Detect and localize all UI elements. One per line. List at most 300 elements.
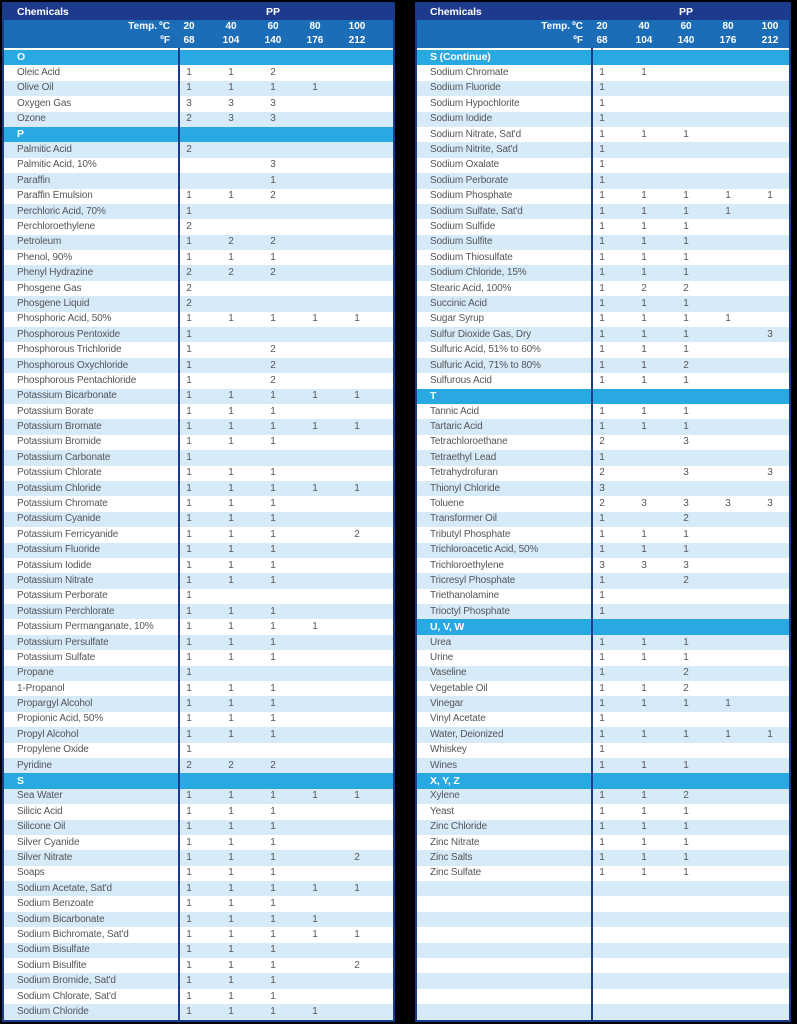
rating-cell: 1 <box>641 421 647 433</box>
rating-values <box>168 481 378 496</box>
table-header-left <box>4 4 393 20</box>
rating-cell: 1 <box>599 159 605 171</box>
rating-cell: 1 <box>641 852 647 863</box>
table-row <box>4 666 393 681</box>
rating-cell: 2 <box>354 959 360 971</box>
table-row <box>417 850 789 865</box>
section-label: S <box>17 774 24 787</box>
rating-cell: 1 <box>270 698 276 710</box>
rating-cell: 1 <box>186 190 192 202</box>
rating-cell: 1 <box>186 359 192 371</box>
rating-cell: 2 <box>228 759 234 771</box>
table-row <box>4 573 393 588</box>
chemical-name: Potassium Cyanide <box>17 513 101 525</box>
rating-cell: 1 <box>312 421 318 433</box>
rating-cell: 1 <box>683 267 689 279</box>
rating-cell: 1 <box>683 651 689 663</box>
chemical-name: Perchloric Acid, 70% <box>17 205 106 217</box>
rating-cell: 1 <box>186 728 192 740</box>
table-row <box>4 850 393 865</box>
chemical-name: Trichloroethylene <box>430 559 504 571</box>
rating-cell: 2 <box>599 436 605 448</box>
rating-cell: 1 <box>270 790 276 802</box>
rating-values <box>168 189 378 204</box>
rating-cell: 1 <box>599 805 605 817</box>
rating-cell: 1 <box>641 236 647 248</box>
rating-values <box>168 327 378 342</box>
chemical-name: Vaseline <box>430 667 467 679</box>
rating-cell: 1 <box>641 636 647 648</box>
table-row <box>417 235 789 250</box>
rating-cell: 2 <box>641 282 647 294</box>
table-row <box>417 466 789 481</box>
rating-values <box>581 189 791 204</box>
chemical-name: Wines <box>430 759 458 771</box>
rating-cell: 1 <box>683 236 689 248</box>
rating-cell: 2 <box>270 236 276 248</box>
chemical-name: Paraffin <box>17 174 51 186</box>
rating-cell: 1 <box>186 944 192 956</box>
chemical-name: Phosphorous Pentachloride <box>17 374 137 386</box>
rating-cell: 1 <box>270 913 276 925</box>
chemical-name: Tannic Acid <box>430 405 479 417</box>
rating-cell: 1 <box>599 513 605 525</box>
rating-cell: 1 <box>599 144 605 156</box>
rating-cell: 1 <box>725 313 731 325</box>
rating-cell: 3 <box>641 498 647 510</box>
rating-cell: 1 <box>270 713 276 725</box>
rating-cell: 1 <box>270 728 276 740</box>
rating-cell: 1 <box>312 790 318 802</box>
rating-cell: 1 <box>599 297 605 309</box>
rating-values <box>168 589 378 604</box>
rating-cell: 1 <box>186 374 192 386</box>
rating-cell: 2 <box>270 359 276 371</box>
rating-cell: 1 <box>228 513 234 525</box>
rating-cell: 1 <box>228 867 234 879</box>
rating-cell: 1 <box>186 513 192 525</box>
rating-cell: 1 <box>683 836 689 848</box>
rating-values <box>168 619 378 634</box>
chemical-name: Propylene Oxide <box>17 744 89 756</box>
table-row <box>4 681 393 696</box>
rating-cell: 1 <box>641 790 647 802</box>
rating-cell: 1 <box>228 698 234 710</box>
rating-cell: 1 <box>641 205 647 217</box>
rating-values <box>581 112 791 127</box>
table-row <box>4 81 393 96</box>
rating-cell: 1 <box>641 344 647 356</box>
table-row <box>4 696 393 711</box>
rating-values <box>168 404 378 419</box>
section-label: P <box>17 128 24 141</box>
rating-cell: 1 <box>683 852 689 863</box>
rating-cell: 1 <box>683 374 689 386</box>
rating-cell: 1 <box>270 821 276 833</box>
rating-cell: 1 <box>599 759 605 771</box>
rating-cell: 1 <box>599 698 605 710</box>
temp-tick: 140 <box>677 35 695 46</box>
chemical-name: Potassium Perborate <box>17 590 108 602</box>
table-row <box>4 296 393 311</box>
chemical-name: Tetrachloroethane <box>430 436 508 448</box>
rating-values <box>581 96 791 111</box>
rating-cell: 1 <box>186 451 192 463</box>
chemical-name: Sodium Sulfate, Sat'd <box>430 205 523 217</box>
rating-cell: 1 <box>354 882 360 894</box>
chemical-name: Whiskey <box>430 744 467 756</box>
chemical-name: Potassium Sulfate <box>17 651 96 663</box>
rating-cell: 1 <box>186 313 192 325</box>
section-header-row <box>4 50 393 65</box>
chemical-name: Potassium Fluoride <box>17 544 100 556</box>
table-row <box>4 404 393 419</box>
temp-tick: 20 <box>183 21 195 32</box>
rating-values <box>168 558 378 573</box>
rating-values <box>581 496 791 511</box>
rating-values <box>581 758 791 773</box>
rating-cell: 2 <box>354 528 360 540</box>
chemical-name: Sodium Chlorate, Sat'd <box>17 990 117 1002</box>
rating-cell: 1 <box>228 959 234 971</box>
section-label: T <box>430 390 437 403</box>
rating-cell: 1 <box>683 867 689 879</box>
empty-row <box>417 989 789 1004</box>
chemical-name: Phosgene Gas <box>17 282 82 294</box>
empty-row <box>417 973 789 988</box>
rating-values <box>168 496 378 511</box>
rating-values <box>581 358 791 373</box>
rating-cell: 1 <box>186 821 192 833</box>
rating-values <box>581 158 791 173</box>
chemical-name: Pyridine <box>17 759 52 771</box>
chemical-name: Paraffin Emulsion <box>17 190 93 202</box>
rating-cell: 1 <box>186 990 192 1002</box>
rating-cell: 1 <box>270 405 276 417</box>
section-label: O <box>17 51 26 64</box>
table-row <box>4 342 393 357</box>
rating-cell: 1 <box>228 190 234 202</box>
chemical-name: Potassium Bromate <box>17 421 102 433</box>
chemical-name: Potassium Chloride <box>17 482 102 494</box>
rating-cell: 1 <box>641 682 647 694</box>
rating-cell: 1 <box>599 67 605 79</box>
table-row <box>4 558 393 573</box>
chemical-name: Propionic Acid, 50% <box>17 713 104 725</box>
rating-cell: 1 <box>228 928 234 940</box>
table-row <box>417 96 789 111</box>
rating-values <box>168 142 378 157</box>
chemical-name: Silicone Oil <box>17 821 66 833</box>
table-row <box>417 342 789 357</box>
chemical-name: Sodium Phosphate <box>430 190 513 202</box>
rating-values <box>168 573 378 588</box>
empty-row <box>417 896 789 911</box>
rating-cell: 1 <box>683 190 689 202</box>
rating-cell: 1 <box>186 436 192 448</box>
chemical-name: Sodium Nitrate, Sat'd <box>430 128 522 140</box>
rating-cell: 3 <box>228 113 234 125</box>
table-row <box>417 512 789 527</box>
table-row <box>417 419 789 434</box>
rating-cell: 1 <box>599 405 605 417</box>
fahrenheit-symbol: ºF <box>573 35 583 46</box>
rating-values <box>168 373 378 388</box>
rating-values <box>581 173 791 188</box>
chemical-name: Triethanolamine <box>430 590 500 602</box>
chemical-name: Sodium Sulfide <box>430 220 496 232</box>
table-row <box>417 265 789 280</box>
rating-cell: 1 <box>228 67 234 79</box>
rating-cell: 1 <box>228 682 234 694</box>
rating-cell: 1 <box>641 190 647 202</box>
rating-cell: 3 <box>270 159 276 171</box>
table-row <box>4 727 393 742</box>
rating-values <box>581 727 791 742</box>
rating-cell: 1 <box>186 67 192 79</box>
rating-cell: 3 <box>767 498 773 510</box>
section-header-row <box>417 619 789 634</box>
rating-cell: 1 <box>354 421 360 433</box>
rating-values <box>581 866 791 881</box>
rating-values <box>168 1004 378 1019</box>
fahrenheit-row <box>417 34 789 48</box>
rating-cell: 1 <box>186 421 192 433</box>
temp-tick: 68 <box>596 35 608 46</box>
rating-cell: 1 <box>186 744 192 756</box>
table-row <box>417 558 789 573</box>
rating-cell: 1 <box>641 728 647 740</box>
rating-cell: 3 <box>683 436 689 448</box>
chemical-name: Vegetable Oil <box>430 682 488 694</box>
celsius-row <box>4 20 393 34</box>
rating-values <box>581 589 791 604</box>
table-row <box>417 327 789 342</box>
rating-cell: 2 <box>683 513 689 525</box>
rating-cell: 1 <box>683 344 689 356</box>
chemical-name: Potassium Nitrate <box>17 574 94 586</box>
rating-cell: 1 <box>228 882 234 894</box>
table-row <box>4 943 393 958</box>
rating-values <box>168 112 378 127</box>
table-row <box>4 373 393 388</box>
table-row <box>4 804 393 819</box>
rating-cell: 1 <box>599 836 605 848</box>
temp-label: Temp. <box>541 21 570 32</box>
table-body-left <box>4 48 393 1020</box>
rating-cell: 1 <box>186 405 192 417</box>
empty-row <box>417 881 789 896</box>
table-row <box>417 681 789 696</box>
rating-values <box>168 466 378 481</box>
rating-cell: 1 <box>186 390 192 402</box>
rating-values <box>168 235 378 250</box>
rating-values <box>581 342 791 357</box>
rating-cell: 1 <box>725 190 731 202</box>
rating-cell: 1 <box>599 113 605 125</box>
rating-cell: 3 <box>599 482 605 494</box>
rating-cell: 1 <box>599 190 605 202</box>
table-row <box>4 466 393 481</box>
rating-cell: 1 <box>641 805 647 817</box>
chemical-name: Oxygen Gas <box>17 97 72 109</box>
rating-cell: 1 <box>228 728 234 740</box>
table-row <box>4 219 393 234</box>
rating-values <box>168 204 378 219</box>
rating-values <box>168 219 378 234</box>
chemical-name: Water, Deionized <box>430 728 504 740</box>
rating-cell: 1 <box>228 836 234 848</box>
chemical-name: Zinc Nitrate <box>430 836 480 848</box>
rating-cell: 1 <box>599 590 605 602</box>
chemical-name: Phenol, 90% <box>17 251 73 263</box>
rating-values <box>168 727 378 742</box>
table-row <box>417 866 789 881</box>
chemical-name: Sodium Chromate <box>430 67 509 79</box>
chemical-name: Propane <box>17 667 54 679</box>
rating-cell: 1 <box>270 251 276 263</box>
rating-cell: 1 <box>186 251 192 263</box>
section-header-row <box>4 773 393 788</box>
table-row <box>417 250 789 265</box>
chemical-name: Tributyl Phosphate <box>430 528 511 540</box>
rating-cell: 1 <box>354 928 360 940</box>
rating-values <box>581 820 791 835</box>
rating-cell: 1 <box>599 174 605 186</box>
rating-cell: 1 <box>186 1005 192 1017</box>
table-row <box>417 696 789 711</box>
rating-values <box>168 543 378 558</box>
rating-values <box>168 158 378 173</box>
rating-cell: 1 <box>641 836 647 848</box>
rating-values <box>581 850 791 865</box>
table-row <box>417 743 789 758</box>
rating-cell: 1 <box>270 975 276 987</box>
rating-cell: 1 <box>683 421 689 433</box>
rating-cell: 1 <box>312 913 318 925</box>
rating-values <box>581 419 791 434</box>
rating-values <box>168 881 378 896</box>
column-divider <box>591 48 593 1020</box>
chemical-name: Sulfurous Acid <box>430 374 492 386</box>
chemical-name: Petroleum <box>17 236 62 248</box>
rating-cell: 1 <box>228 559 234 571</box>
chemical-name: Sea Water <box>17 790 63 802</box>
temp-tick: 176 <box>306 35 324 46</box>
chemical-name: Perchloroethylene <box>17 220 96 232</box>
chemical-name: Potassium Carbonate <box>17 451 111 463</box>
rating-cell: 1 <box>186 605 192 617</box>
rating-cell: 1 <box>270 651 276 663</box>
chemical-name: Sodium Bisulfite <box>17 959 87 971</box>
rating-cell: 1 <box>186 559 192 571</box>
temp-tick: 40 <box>225 21 237 32</box>
rating-cell: 1 <box>228 621 234 633</box>
rating-cell: 1 <box>270 313 276 325</box>
rating-cell: 1 <box>228 498 234 510</box>
rating-cell: 2 <box>270 759 276 771</box>
rating-values <box>581 543 791 558</box>
rating-values <box>168 789 378 804</box>
rating-values <box>581 696 791 711</box>
chemical-name: Sodium Bromide, Sat'd <box>17 975 116 987</box>
rating-values <box>581 527 791 542</box>
rating-cell: 1 <box>599 451 605 463</box>
table-row <box>4 758 393 773</box>
table-row <box>4 419 393 434</box>
table-row <box>4 743 393 758</box>
table-row <box>417 604 789 619</box>
table-header-right <box>417 4 789 20</box>
rating-values <box>168 65 378 80</box>
chemical-name: Sodium Benzoate <box>17 898 94 910</box>
chemical-name: Sodium Fluoride <box>430 82 501 94</box>
rating-cell: 1 <box>186 805 192 817</box>
rating-cell: 3 <box>683 467 689 479</box>
rating-cell: 1 <box>270 436 276 448</box>
table-row <box>417 158 789 173</box>
rating-cell: 1 <box>599 605 605 617</box>
table-row <box>417 281 789 296</box>
material-column-header: PP <box>678 5 693 18</box>
table-row <box>417 527 789 542</box>
table-row <box>4 635 393 650</box>
rating-values <box>168 265 378 280</box>
fahrenheit-ticks <box>168 34 378 48</box>
table-row <box>417 789 789 804</box>
rating-cell: 1 <box>641 251 647 263</box>
rating-cell: 1 <box>641 67 647 79</box>
rating-values <box>581 466 791 481</box>
rating-cell: 1 <box>228 405 234 417</box>
chemicals-column-header: Chemicals <box>430 5 482 18</box>
rating-values <box>581 65 791 80</box>
rating-values <box>581 666 791 681</box>
rating-cell: 1 <box>186 236 192 248</box>
rating-cell: 2 <box>683 667 689 679</box>
celsius-ticks <box>168 20 378 34</box>
rating-values <box>168 527 378 542</box>
table-row <box>417 373 789 388</box>
rating-cell: 1 <box>599 359 605 371</box>
rating-cell: 1 <box>312 621 318 633</box>
rating-values <box>168 696 378 711</box>
chemical-name: Sodium Bisulfate <box>17 944 90 956</box>
rating-cell: 1 <box>270 528 276 540</box>
table-row <box>417 835 789 850</box>
rating-values <box>581 373 791 388</box>
chemical-name: Trichloroacetic Acid, 50% <box>430 544 539 556</box>
rating-values <box>581 127 791 142</box>
rating-cell: 2 <box>683 682 689 694</box>
rating-cell: 1 <box>228 790 234 802</box>
rating-values <box>581 573 791 588</box>
rating-values <box>168 681 378 696</box>
chemical-name: Sodium Oxalate <box>430 159 500 171</box>
temp-tick: 60 <box>680 21 692 32</box>
rating-values <box>581 512 791 527</box>
chemical-name: Olive Oil <box>17 82 54 94</box>
rating-cell: 1 <box>683 636 689 648</box>
chemical-name: Sulfuric Acid, 71% to 80% <box>430 359 541 371</box>
table-row <box>4 619 393 634</box>
rating-cell: 1 <box>186 928 192 940</box>
rating-values <box>168 296 378 311</box>
rating-cell: 1 <box>228 990 234 1002</box>
rating-values <box>581 81 791 96</box>
chemical-name: Palmitic Acid <box>17 144 72 156</box>
rating-cell: 1 <box>312 313 318 325</box>
